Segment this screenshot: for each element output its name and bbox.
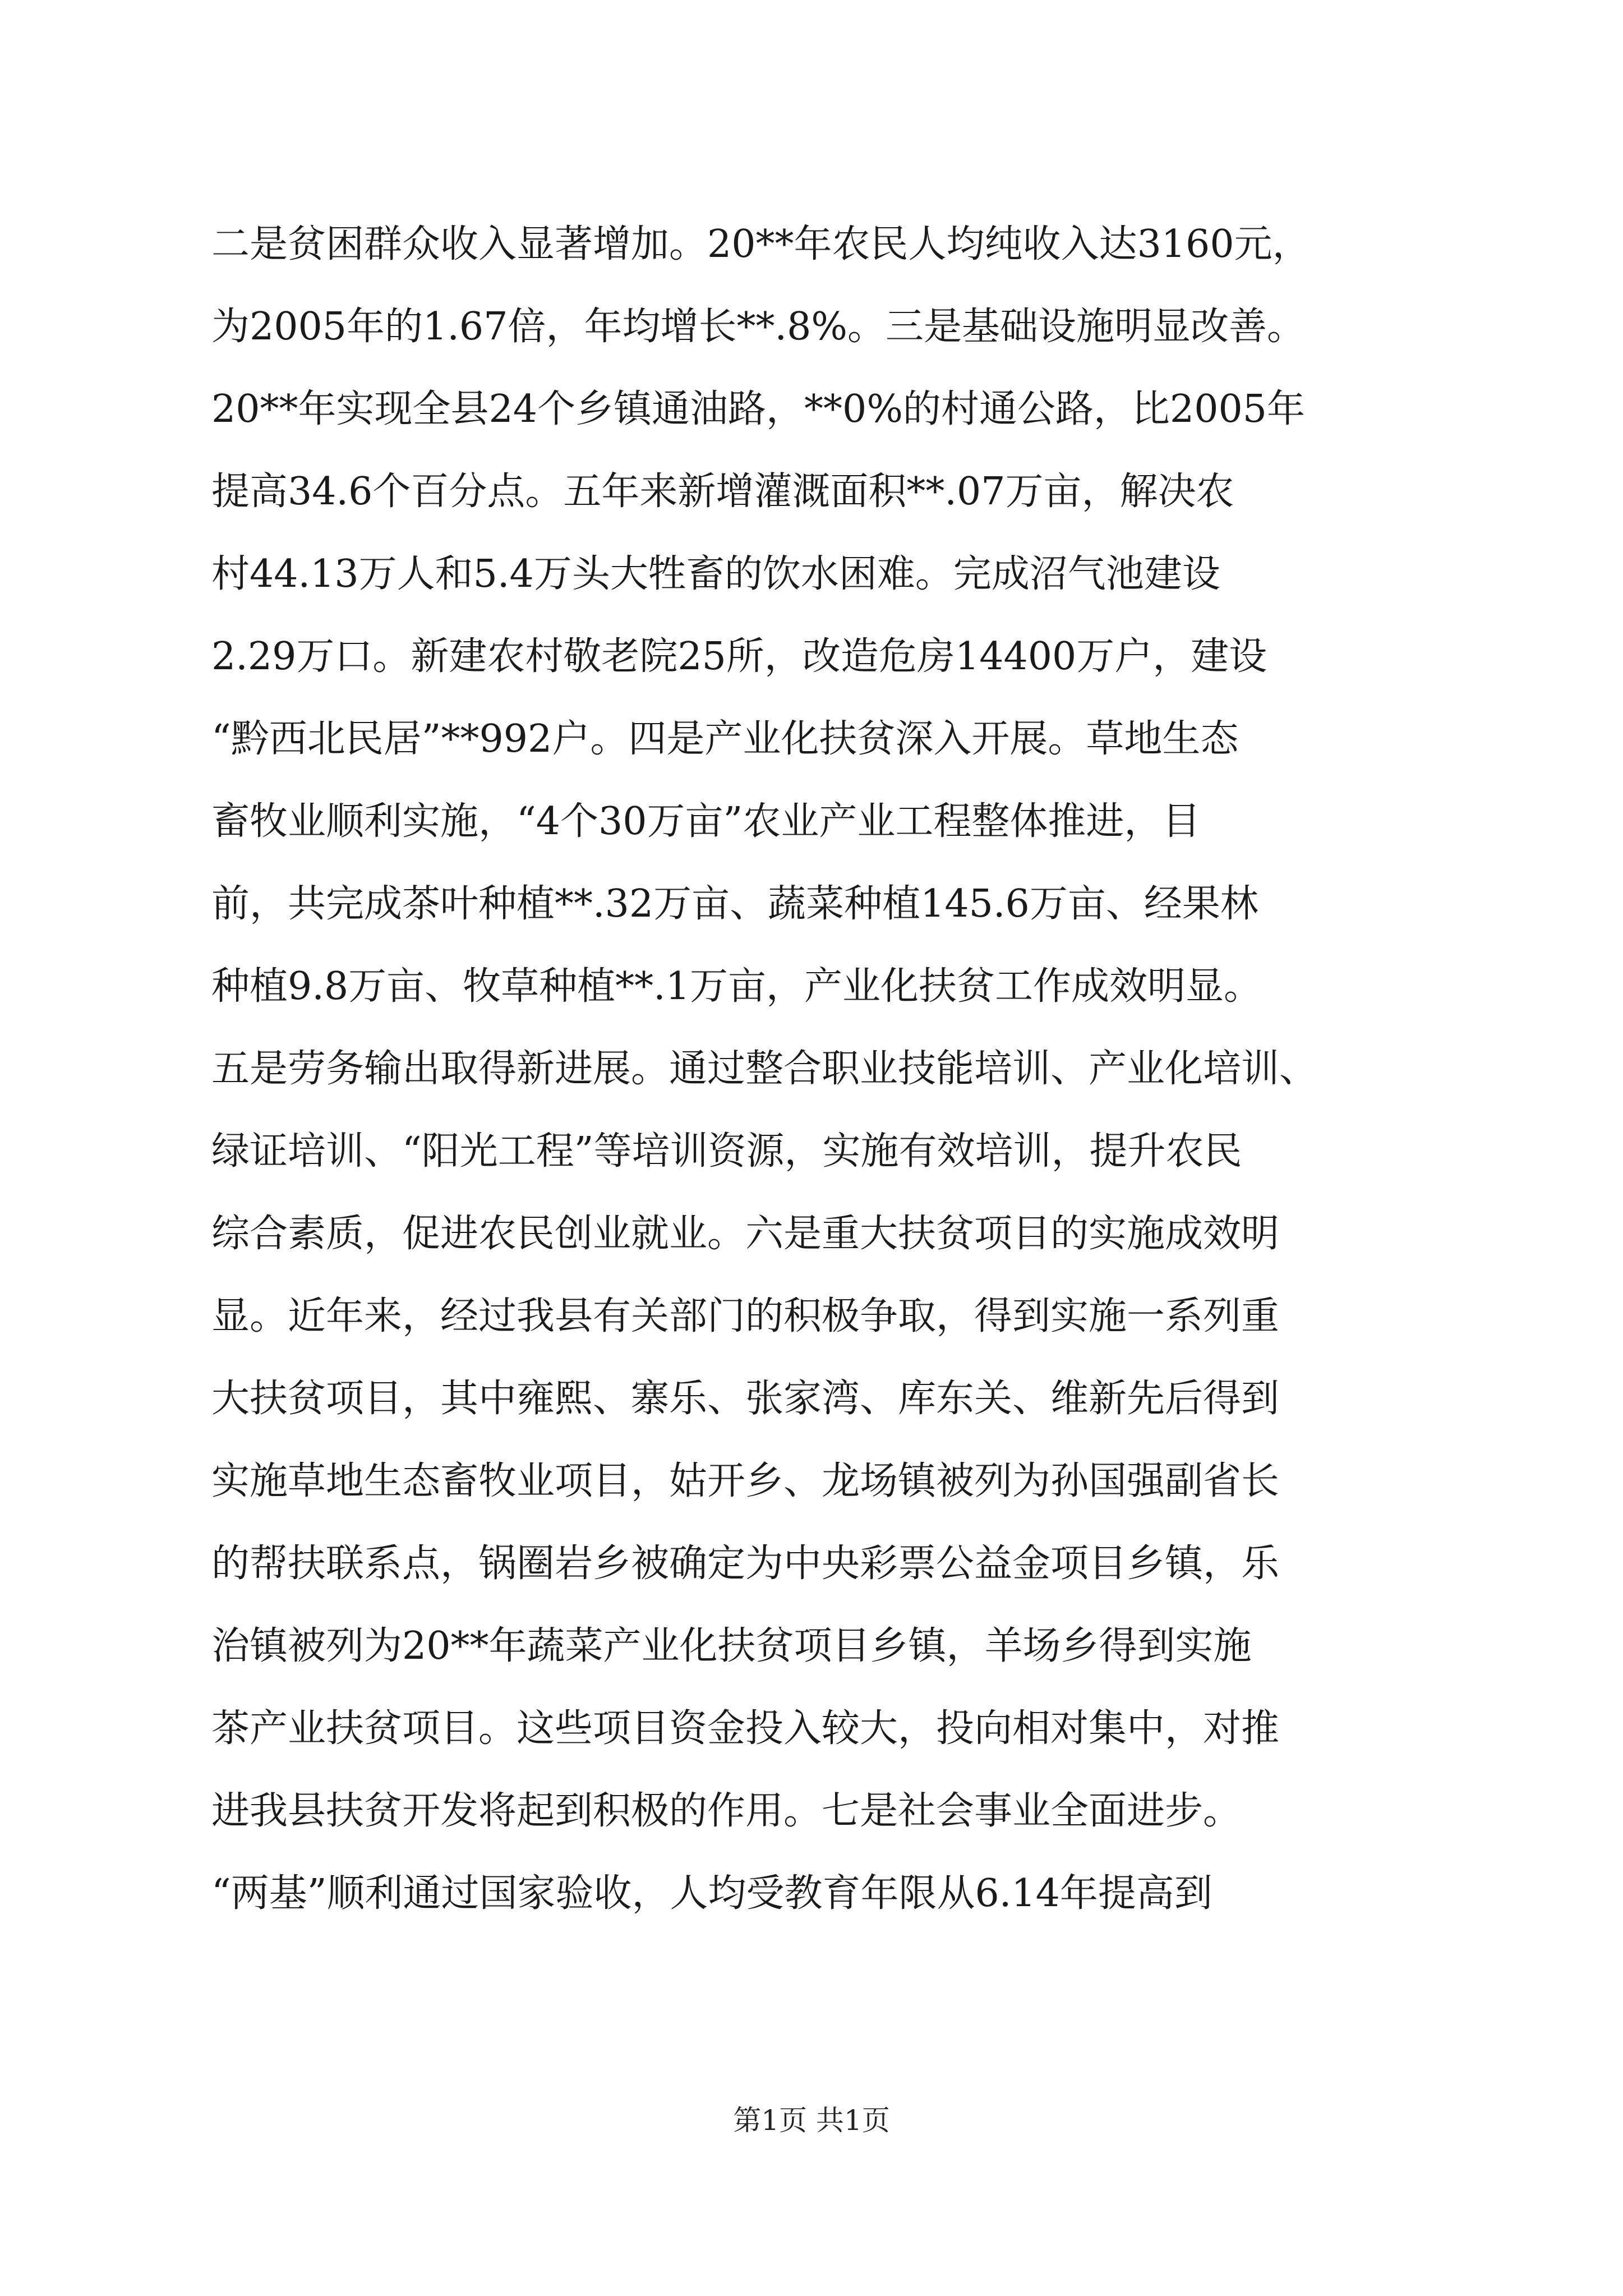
text-line: “黔西北民居”**992户。四是产业化扶贫深入开展。草地生态 (211, 717, 1239, 761)
text-line: 为2005年的1.67倍，年均增长**.8%。三是基础设施明显改善。 (211, 305, 1305, 349)
text-line: 2.29万口。新建农村敬老院25所，改造危房14400万户，建设 (211, 634, 1267, 679)
page-footer: 第1页 共1页 (733, 2104, 890, 2137)
body-paragraph (211, 203, 1412, 1935)
text-line: 畜牧业顺利实施，“4个30万亩”农业产业工程整体推进，目 (211, 799, 1201, 844)
text-line: 茶产业扶贫项目。这些项目资金投入较大，投向相对集中，对推 (211, 1706, 1280, 1751)
text-line: 二是贫困群众收入显著增加。20**年农民人均纯收入达3160元， (211, 222, 1311, 266)
text-line: 五是劳务输出取得新进展。通过整合职业技能培训、产业化培训、 (211, 1047, 1318, 1091)
text-line: 大扶贫项目，其中雍熙、寨乐、张家湾、库东关、维新先后得到 (211, 1377, 1280, 1421)
text-line: 村44.13万人和5.4万头大牲畜的饮水困难。完成沼气池建设 (211, 552, 1220, 596)
text-line: 前，共完成茶叶种植**.32万亩、蔬菜种植145.6万亩、经果林 (211, 882, 1258, 926)
text-line: 显。近年来，经过我县有关部门的积极争取，得到实施一系列重 (211, 1294, 1280, 1338)
text-line: 提高34.6个百分点。五年来新增灌溉面积**.07万亩，解决农 (211, 470, 1234, 514)
text-line: 进我县扶贫开发将起到积极的作用。七是社会事业全面进步。 (211, 1789, 1242, 1833)
text-line: 治镇被列为20**年蔬菜产业化扶贫项目乡镇，羊场乡得到实施 (211, 1624, 1252, 1668)
text-line: 的帮扶联系点，锅圈岩乡被确定为中央彩票公益金项目乡镇，乐 (211, 1542, 1280, 1586)
text-line: 绿证培训、“阳光工程”等培训资源，实施有效培训，提升农民 (211, 1129, 1242, 1174)
text-line: “两基”顺利通过国家验收，人均受教育年限从6.14年提高到 (211, 1871, 1212, 1916)
text-line: 实施草地生态畜牧业项目，姑开乡、龙场镇被列为孙国强副省长 (211, 1459, 1280, 1503)
text-line: 20**年实现全县24个乡镇通油路，**0%的村通公路，比2005年 (211, 387, 1305, 431)
text-line: 综合素质，促进农民创业就业。六是重大扶贫项目的实施成效明 (211, 1212, 1280, 1256)
text-line: 种植9.8万亩、牧草种植**.1万亩，产业化扶贫工作成效明显。 (211, 964, 1262, 1009)
